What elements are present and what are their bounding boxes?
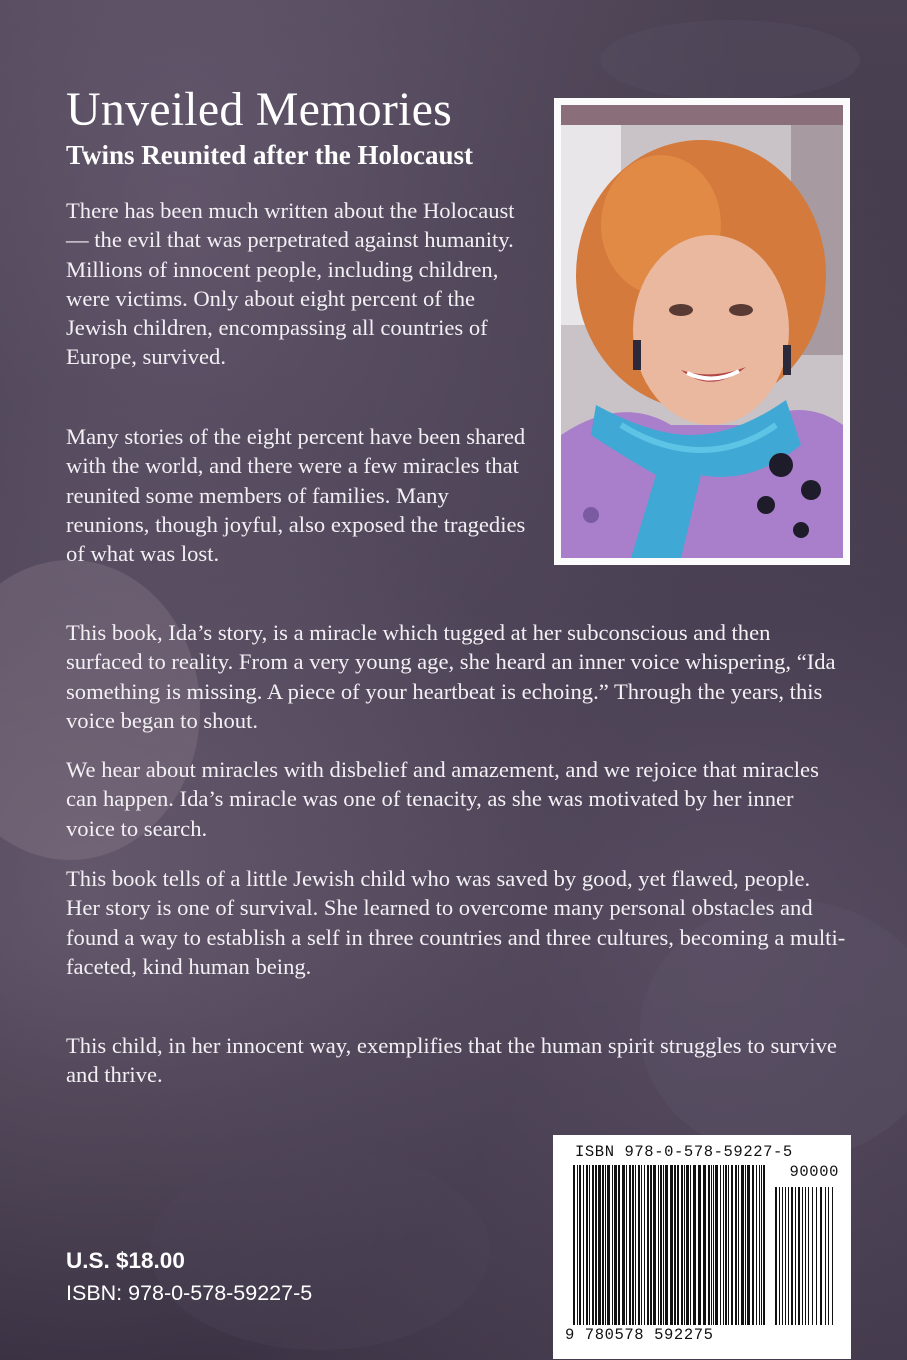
barcode-bar bbox=[738, 1165, 739, 1325]
barcode-bar bbox=[747, 1165, 750, 1325]
barcode-bars bbox=[565, 1165, 839, 1325]
barcode-bar bbox=[629, 1165, 631, 1325]
barcode-bar bbox=[693, 1165, 696, 1325]
barcode-bar bbox=[622, 1165, 625, 1325]
barcode-addon-bar bbox=[782, 1187, 783, 1325]
barcode-bar bbox=[723, 1165, 724, 1325]
barcode-bar bbox=[660, 1165, 662, 1325]
barcode-bar bbox=[713, 1165, 714, 1325]
barcode-bar bbox=[761, 1165, 762, 1325]
blurb-paragraph-6: This child, in her innocent way, exemplifies that the human spirit struggles to survive and thrive. bbox=[66, 1033, 837, 1088]
barcode-bar bbox=[720, 1165, 721, 1325]
barcode-bar bbox=[641, 1165, 642, 1325]
blurb-paragraph-2: Many stories of the eight percent have been shared with the world, and there were a few miracles that reunited some members of families. Many reunions, though joyful, also exposed the tragedies of what was lost. bbox=[66, 424, 526, 567]
barcode-addon-bar bbox=[791, 1187, 793, 1325]
barcode-bar bbox=[598, 1165, 601, 1325]
barcode-bar bbox=[626, 1165, 627, 1325]
barcode-bar bbox=[681, 1165, 683, 1325]
barcode-bar bbox=[607, 1165, 610, 1325]
background-collage-shape bbox=[600, 20, 860, 100]
barcode-bar bbox=[752, 1165, 754, 1325]
barcode-addon-bar bbox=[785, 1187, 786, 1325]
barcode-addon-bar bbox=[820, 1187, 822, 1325]
barcode-bar bbox=[632, 1165, 634, 1325]
barcode-isbn-text: ISBN 978-0-578-59227-5 bbox=[575, 1143, 793, 1161]
blurb-paragraph-3: This book, Ida’s story, is a miracle which tugged at her subconscious and then surfaced to reality. From a very young age, she heard an inner voice whispering, “Ida something is missing. A piece of your heartbeat is echoing.” Through the years, this voice began to shout. bbox=[66, 620, 836, 733]
barcode-bar bbox=[728, 1165, 729, 1325]
blurb-paragraph-5: This book tells of a little Jewish child who was saved by good, yet flawed, people. Her story is one of survival. She learned to overcome many personal obstacles and found a way to establish a self in three countries and three cultures, becoming a multi-faceted, kind human being. bbox=[66, 866, 846, 979]
barcode-bar bbox=[618, 1165, 620, 1325]
book-title: Unveiled Memories bbox=[66, 83, 452, 136]
barcode-bar bbox=[614, 1165, 617, 1325]
barcode-bar bbox=[670, 1165, 673, 1325]
barcode-addon-bar bbox=[825, 1187, 826, 1325]
barcode-bar bbox=[711, 1165, 712, 1325]
barcode-bar bbox=[605, 1165, 606, 1325]
barcode-addon-bar bbox=[802, 1187, 803, 1325]
barcode-bar bbox=[690, 1165, 691, 1325]
barcode-addon-bar bbox=[832, 1187, 833, 1325]
barcode-bar bbox=[589, 1165, 590, 1325]
barcode-bar bbox=[583, 1165, 584, 1325]
barcode-bar bbox=[698, 1165, 701, 1325]
barcode-bar bbox=[644, 1165, 645, 1325]
barcode-addon-bar bbox=[795, 1187, 796, 1325]
barcode-bar bbox=[708, 1165, 710, 1325]
barcode-bar bbox=[745, 1165, 746, 1325]
author-photo bbox=[554, 98, 850, 565]
barcode-bar bbox=[579, 1165, 581, 1325]
barcode-bar bbox=[665, 1165, 668, 1325]
barcode-bar bbox=[602, 1165, 604, 1325]
barcode-bar bbox=[663, 1165, 664, 1325]
barcode-bar bbox=[725, 1165, 727, 1325]
author-portrait-illustration bbox=[561, 105, 843, 558]
blurb-paragraph-1: There has been much written about the Holocaust — the evil that was perpetrated against humanity. Millions of innocent people, including children, were victims. Only about eight percent of the Jewish children, encompassing all countries of Europe, survived. bbox=[66, 198, 515, 370]
barcode-addon-bar bbox=[805, 1187, 806, 1325]
barcode-bar bbox=[586, 1165, 588, 1325]
barcode-bar bbox=[573, 1165, 575, 1325]
barcode-bar bbox=[735, 1165, 737, 1325]
barcode-bar bbox=[658, 1165, 659, 1325]
barcode-addon-bar bbox=[816, 1187, 817, 1325]
barcode-bar bbox=[638, 1165, 640, 1325]
barcode-bar bbox=[715, 1165, 718, 1325]
barcode-bar bbox=[684, 1165, 685, 1325]
blurb-paragraph-4: We hear about miracles with disbelief and amazement, and we rejoice that miracles can happen. Ida’s miracle was one of tenacity, as she was motivated by her inner voice to search. bbox=[66, 757, 819, 841]
barcode-addon-bar bbox=[812, 1187, 813, 1325]
barcode-bar bbox=[731, 1165, 733, 1325]
isbn-label: ISBN: 978-0-578-59227-5 bbox=[66, 1281, 313, 1305]
barcode-bar bbox=[741, 1165, 744, 1325]
barcode-addon-bar bbox=[828, 1187, 829, 1325]
barcode-bar bbox=[592, 1165, 594, 1325]
barcode-bar bbox=[612, 1165, 613, 1325]
barcode-addon-bar bbox=[798, 1187, 800, 1325]
barcode-addon-bar bbox=[775, 1187, 777, 1325]
barcode-box bbox=[553, 1135, 851, 1359]
barcode-bar bbox=[635, 1165, 636, 1325]
barcode-bar bbox=[763, 1165, 765, 1325]
barcode-bar bbox=[703, 1165, 706, 1325]
background-collage-shape bbox=[150, 1150, 490, 1350]
barcode-bar bbox=[653, 1165, 656, 1325]
barcode-bar bbox=[677, 1165, 679, 1325]
barcode-bar bbox=[686, 1165, 689, 1325]
barcode-bar bbox=[577, 1165, 578, 1325]
barcode-addon-bar bbox=[788, 1187, 789, 1325]
barcode-ean-digits: 9 780578 592275 bbox=[565, 1326, 714, 1344]
barcode-bar bbox=[756, 1165, 757, 1325]
barcode-bar bbox=[759, 1165, 760, 1325]
barcode-bar bbox=[595, 1165, 597, 1325]
barcode-bar bbox=[647, 1165, 649, 1325]
book-subtitle: Twins Reunited after the Holocaust bbox=[66, 140, 473, 170]
barcode-addon-digits: 90000 bbox=[789, 1163, 839, 1181]
barcode-addon-bar bbox=[808, 1187, 809, 1325]
barcode-bar bbox=[674, 1165, 676, 1325]
price-label: U.S. $18.00 bbox=[66, 1248, 185, 1273]
barcode-addon-bar bbox=[779, 1187, 780, 1325]
barcode-bar bbox=[650, 1165, 652, 1325]
